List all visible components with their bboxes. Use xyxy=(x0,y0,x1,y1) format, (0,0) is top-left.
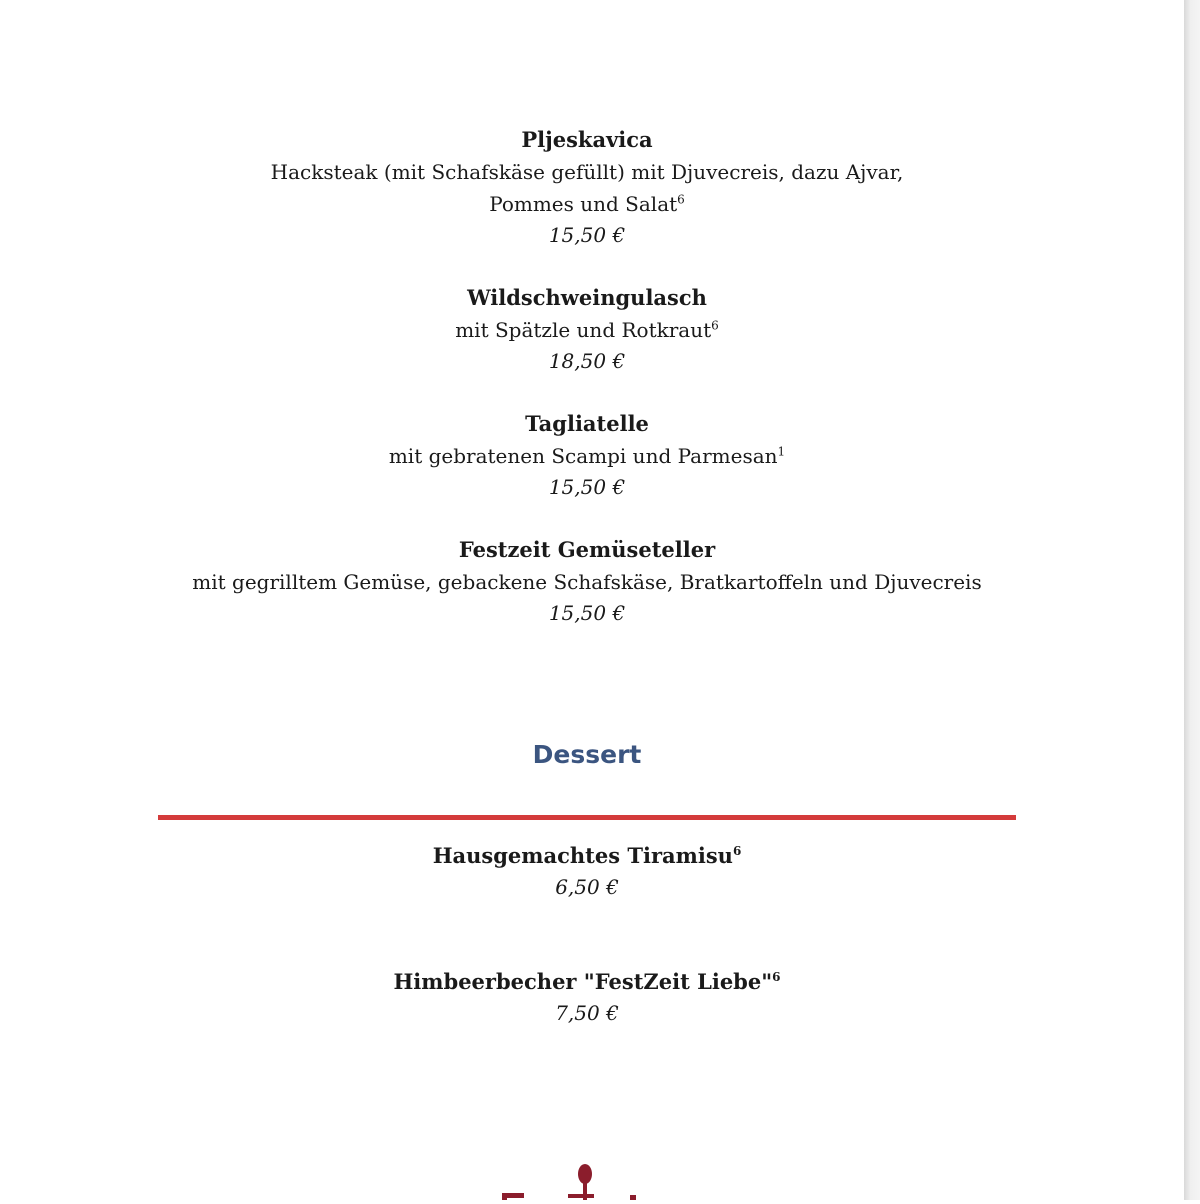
dish-wildschweingulasch xyxy=(0,282,1174,377)
dessert-himbeerbecher xyxy=(0,966,1174,1029)
dessert-price: 7,50 € xyxy=(555,1001,619,1025)
footnote-marker: 6 xyxy=(711,318,719,333)
footnote-marker: 6 xyxy=(677,192,685,207)
dish-description: mit Spätzle und Rotkraut$^6$ xyxy=(455,318,719,342)
dessert-title: Himbeerbecher "FestZeit Liebe"$^6$ xyxy=(393,969,781,994)
dish-pljeskavica xyxy=(0,124,1174,251)
dish-description: mit gegrilltem Gemüse, gebackene Schafskäse, Bratkartoffeln und Djuvecreis xyxy=(192,570,982,594)
dish-festzeit-gemueseteller xyxy=(0,534,1174,629)
viewer-scroll-edge[interactable] xyxy=(1184,0,1200,1200)
footnote-marker: 6 xyxy=(772,970,781,984)
section-heading-dessert: Dessert xyxy=(532,740,642,769)
festzeit-logo xyxy=(490,1160,660,1200)
footnote-marker: 1 xyxy=(777,444,786,459)
festzeit-logo-graphic xyxy=(490,1160,660,1200)
dish-description-line: Pommes und Salat$^6$ xyxy=(489,192,685,216)
dish-title: Tagliatelle xyxy=(525,411,649,436)
dessert-title: Hausgemachtes Tiramisu$^6$ xyxy=(432,843,742,868)
dish-price: 15,50 € xyxy=(548,223,626,247)
dish-price: 15,50 € xyxy=(548,475,626,499)
dish-price: 18,50 € xyxy=(548,349,626,373)
footnote-marker: 6 xyxy=(732,844,742,858)
dessert-price: 6,50 € xyxy=(555,875,619,899)
dish-title: Festzeit Gemüseteller xyxy=(458,537,716,562)
dish-title: Pljeskavica xyxy=(521,127,653,152)
dish-description-line: Hacksteak (mit Schafskäse gefüllt) mit Djuvecreis, dazu Ajvar, xyxy=(270,160,904,184)
dish-description xyxy=(0,156,1174,220)
dish-price: 15,50 € xyxy=(548,601,626,625)
section-divider xyxy=(158,815,1016,820)
dessert-tiramisu xyxy=(0,840,1174,903)
dish-title: Wildschweingulasch xyxy=(467,285,707,310)
dish-tagliatelle xyxy=(0,408,1174,503)
dish-description: mit gebratenen Scampi und Parmesan$^1$ xyxy=(388,444,786,468)
